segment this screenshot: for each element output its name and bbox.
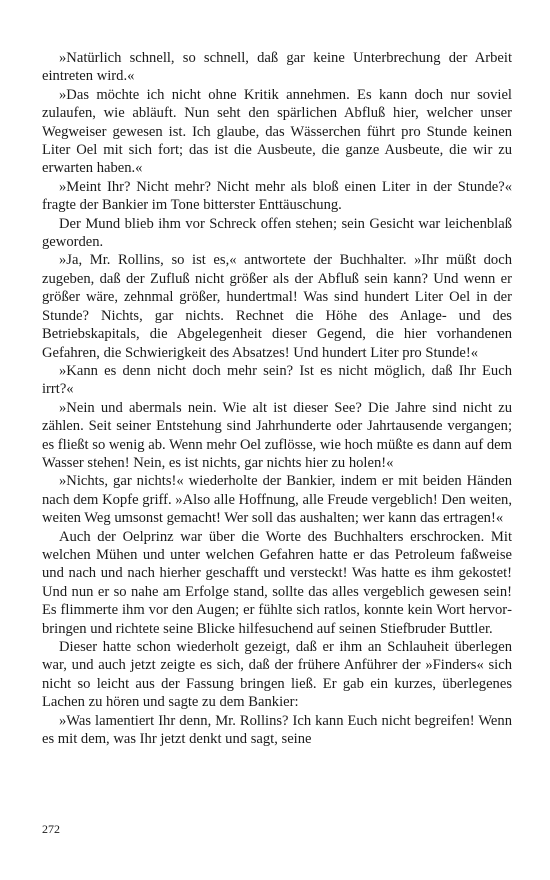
paragraph: Dieser hatte schon wiederholt gezeigt, daß er ihm an Schlauheit überlegen war, und auch jetzt zeigte es sich, daß der frühere Anführer der »Finders« sich nicht so leicht aus der Fassung bringen ließ. Er gab ein kurzes, überlegenes Lachen zu hören und sagte zu dem Bankier:	[42, 639, 512, 711]
page-number: 272	[42, 822, 60, 836]
paragraph: »Das möchte ich nicht ohne Kritik annehmen. Es kann doch nur soviel zulaufen, wie abläuft. Nun seht den spärlichen Abfluß hier, welcher unser Wegweiser gewesen ist. Ich glaube, das Wässerchen führt pro Stunde keinen Liter Oel mit sich fort; das ist die Ausbeute, die ganze Ausbeute, die wir zu erwarten haben.«	[42, 86, 512, 177]
page-body	[42, 49, 512, 748]
paragraph: »Kann es denn nicht doch mehr sein? Ist es nicht möglich, daß Ihr Euch irrt?«	[42, 362, 512, 398]
paragraph: »Ja, Mr. Rollins, so ist es,« antwortete der Buchhalter. »Ihr müßt doch zugeben, daß der Zufluß nicht größer als der Abfluß sein kann? Und wenn er größer wäre, zehnmal größer, hundertmal! Was sind hundert Liter Oel in der Stunde? Nichts, gar nichts. Rechnet die Höhe des Anlage- und des Betriebskapitals, die Abgelegenheit dieser Gegend, die hier vorhandenen Gefahren, die Schwierigkeit des Absatzes! Und hundert Liter pro Stunde!«	[42, 252, 512, 361]
paragraph: »Meint Ihr? Nicht mehr? Nicht mehr als bloß einen Liter in der Stunde?« fragte der Bankier im Tone bitterster Enttäuschung.	[42, 178, 512, 214]
paragraph: »Was lamentiert Ihr denn, Mr. Rollins? Ich kann Euch nicht begreifen! Wenn es mit dem, was Ihr jetzt denkt und sagt, seine	[42, 712, 512, 748]
paragraph: »Nichts, gar nichts!« wiederholte der Bankier, indem er mit beiden Händen nach dem Kopfe griff. »Also alle Hoffnung, alle Freude vergeblich! Den weiten, weiten Weg umsonst gemacht! Wer soll das aushalten; wer kann das ertragen!«	[42, 473, 512, 527]
paragraph: Der Mund blieb ihm vor Schreck offen stehen; sein Gesicht war leichenblaß geworden.	[42, 215, 512, 251]
paragraph: »Nein und abermals nein. Wie alt ist dieser See? Die Jahre sind nicht zu zählen. Seit seiner Entstehung sind Jahrhunderte oder Jahrtausende vergangen; es fließt so wenig ab. Wenn mehr Oel zuflösse, wie hoch müßte es dann auf dem Wasser stehen! Nein, es ist nichts, gar nichts hier zu holen!«	[42, 399, 512, 471]
paragraph: »Natürlich schnell, so schnell, daß gar keine Unterbrechung der Arbeit eintreten wird.«	[42, 50, 512, 85]
paragraph: Auch der Oelprinz war über die Worte des Buchhalters erschrocken. Mit welchen Mühen und unter welchen Gefahren hatte er das Petroleum faßweise und nach und nach hierher geschafft und versteckt! Was hatte es ihm gekostet! Und nun er so nahe am Erfolge stand, sollte das alles vergeblich gewesen sein! Es flimmerte ihm vor den Augen; er fühlte sich ratlos, konnte kein Wort hervorbringen und richtete seine Blicke hilfesuchend auf seinen Stiefbruder Buttler.	[42, 528, 512, 637]
